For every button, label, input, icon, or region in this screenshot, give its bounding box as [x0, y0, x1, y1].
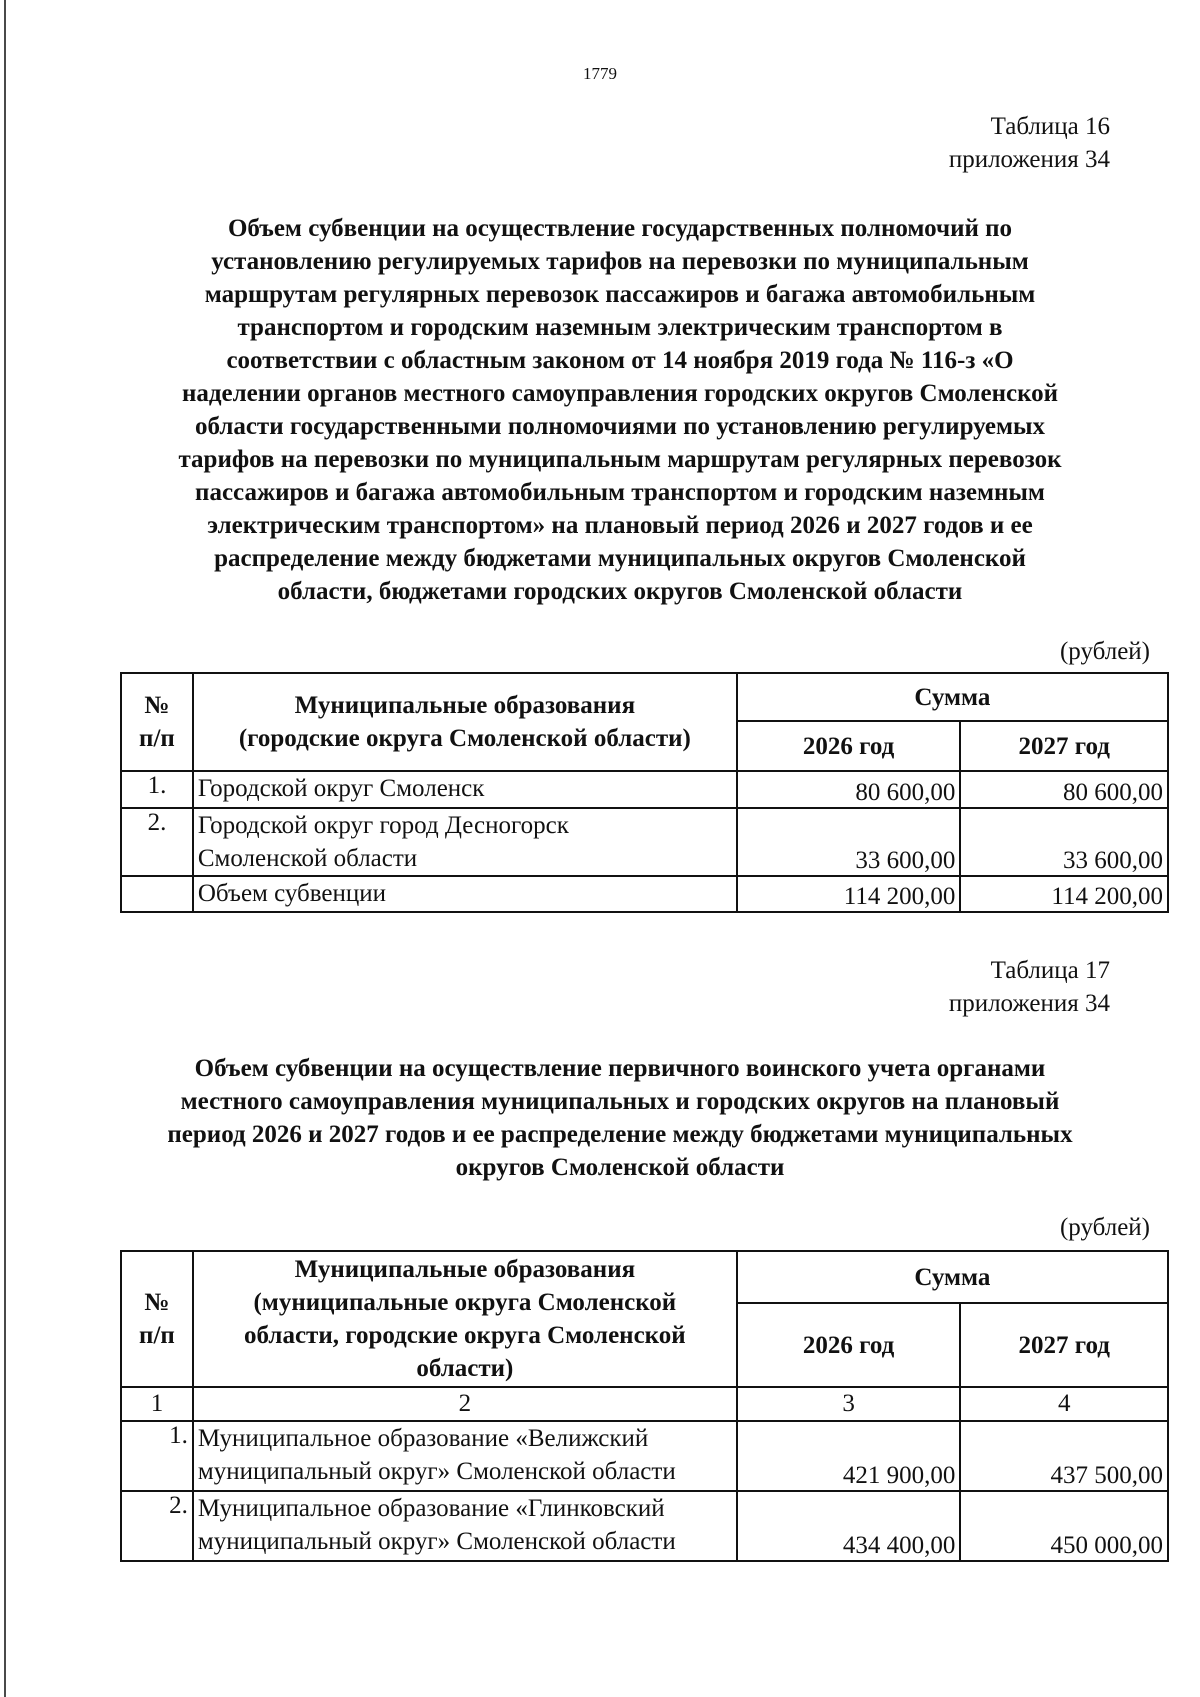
- row-number: 2.: [121, 808, 193, 876]
- title-line: тарифов на перевозки по муниципальным маршрутам регулярных перевозок: [178, 446, 1062, 473]
- row-name-line1: Муниципальное образование «Глинковский: [197, 1495, 665, 1522]
- title-line: округов Смоленской области: [455, 1154, 785, 1181]
- header-number-line1: №: [144, 692, 170, 719]
- title-line: электрическим транспортом» на плановый период 2026 и 2027 годов и ее: [207, 512, 1033, 539]
- header-number-line2: п/п: [139, 1322, 175, 1349]
- row-value-2026: 33 600,00: [737, 808, 961, 876]
- row-number: 1.: [121, 771, 193, 808]
- row-number: 2.: [121, 1491, 193, 1561]
- page-number: 1779: [583, 64, 617, 83]
- table17-title: [120, 1052, 1120, 1184]
- table16-label: [949, 110, 1110, 176]
- header-municipalities-line2: (муниципальные округа Смоленской: [253, 1289, 677, 1316]
- table17-label-line2: приложения 34: [948, 990, 1110, 1017]
- table17-label: [949, 954, 1110, 1020]
- row-name: Городской округ Смоленск: [193, 771, 737, 808]
- table16-label-line2: приложения 34: [948, 146, 1110, 173]
- title-line: транспортом и городским наземным электрическим транспортом в: [237, 314, 1003, 341]
- table17-units: (рублей): [1059, 1214, 1150, 1241]
- title-line: установлению регулируемых тарифов на перевозки по муниципальным: [211, 248, 1029, 275]
- header-sum: Сумма: [737, 673, 1168, 721]
- header-municipalities-line1: Муниципальные образования: [294, 692, 636, 719]
- title-line: маршрутам регулярных перевозок пассажиров и багажа автомобильным: [204, 281, 1036, 308]
- title-line: период 2026 и 2027 годов и ее распределение между бюджетами муниципальных: [167, 1121, 1073, 1148]
- row-name-line1: Городской округ город Десногорск: [197, 812, 569, 839]
- row-name: [193, 1421, 737, 1491]
- table16-label-line1: Таблица 16: [990, 113, 1110, 140]
- title-line: распределение между бюджетами муниципальных округов Смоленской: [214, 545, 1026, 572]
- column-number: 4: [960, 1387, 1168, 1421]
- total-row: [121, 876, 1168, 912]
- header-municipalities-line4: области): [416, 1355, 514, 1382]
- row-value-2027: 33 600,00: [960, 808, 1168, 876]
- header-2026: 2026 год: [737, 1303, 961, 1387]
- total-value-2026: 114 200,00: [737, 876, 961, 912]
- header-2027: 2027 год: [960, 721, 1168, 771]
- row-value-2026: 80 600,00: [737, 771, 961, 808]
- header-2026: 2026 год: [737, 721, 961, 771]
- table16-title: [120, 212, 1120, 608]
- header-number-line2: п/п: [139, 725, 175, 752]
- row-value-2027: 450 000,00: [960, 1491, 1168, 1561]
- header-number: [121, 673, 193, 771]
- table-row: [121, 808, 1168, 876]
- title-line: местного самоуправления муниципальных и городских округов на плановый: [180, 1088, 1060, 1115]
- title-line: области, бюджетами городских округов Смоленской области: [277, 578, 963, 605]
- header-2027: 2027 год: [960, 1303, 1168, 1387]
- column-numbers-row: [121, 1387, 1168, 1421]
- row-name-line2: муниципальный округ» Смоленской области: [197, 1458, 676, 1485]
- row-value-2026: 434 400,00: [737, 1491, 961, 1561]
- table-row: [121, 1421, 1168, 1491]
- header-municipalities-line3: области, городские округа Смоленской: [244, 1322, 686, 1349]
- table-row: [121, 1491, 1168, 1561]
- table16-units: (рублей): [1059, 638, 1150, 665]
- row-name: [193, 808, 737, 876]
- row-number: 1.: [121, 1421, 193, 1491]
- scan-margin-line: [4, 0, 6, 1697]
- title-line: Объем субвенции на осуществление первичного воинского учета органами: [194, 1055, 1046, 1082]
- total-label: Объем субвенции: [193, 876, 737, 912]
- row-value-2027: 437 500,00: [960, 1421, 1168, 1491]
- header-number-line1: №: [144, 1289, 170, 1316]
- title-line: соответствии с областным законом от 14 ноября 2019 года № 116-з «О: [226, 347, 1014, 374]
- table17: [120, 1250, 1169, 1562]
- row-name: [193, 1491, 737, 1561]
- header-sum: Сумма: [737, 1251, 1168, 1303]
- title-line: наделении органов местного самоуправления городских округов Смоленской: [181, 380, 1059, 407]
- table17-label-line1: Таблица 17: [990, 957, 1110, 984]
- header-municipalities: [193, 1251, 737, 1387]
- column-number: 2: [193, 1387, 737, 1421]
- row-value-2026: 421 900,00: [737, 1421, 961, 1491]
- row-name-line2: муниципальный округ» Смоленской области: [197, 1528, 676, 1555]
- header-municipalities-line1: Муниципальные образования: [294, 1256, 636, 1283]
- total-number-empty: [121, 876, 193, 912]
- title-line: пассажиров и багажа автомобильным транспортом и городским наземным: [195, 479, 1045, 506]
- row-name-line1: Муниципальное образование «Велижский: [197, 1425, 649, 1452]
- title-line: области государственными полномочиями по установлению регулируемых: [194, 413, 1046, 440]
- header-municipalities: [193, 673, 737, 771]
- row-name-line2: Смоленской области: [197, 845, 418, 872]
- column-number: 3: [737, 1387, 961, 1421]
- header-number: [121, 1251, 193, 1387]
- column-number: 1: [121, 1387, 193, 1421]
- table16: [120, 672, 1169, 913]
- table-row: [121, 771, 1168, 808]
- total-value-2027: 114 200,00: [960, 876, 1168, 912]
- row-value-2027: 80 600,00: [960, 771, 1168, 808]
- title-line: Объем субвенции на осуществление государственных полномочий по: [227, 215, 1013, 242]
- header-municipalities-line2: (городские округа Смоленской области): [238, 725, 691, 752]
